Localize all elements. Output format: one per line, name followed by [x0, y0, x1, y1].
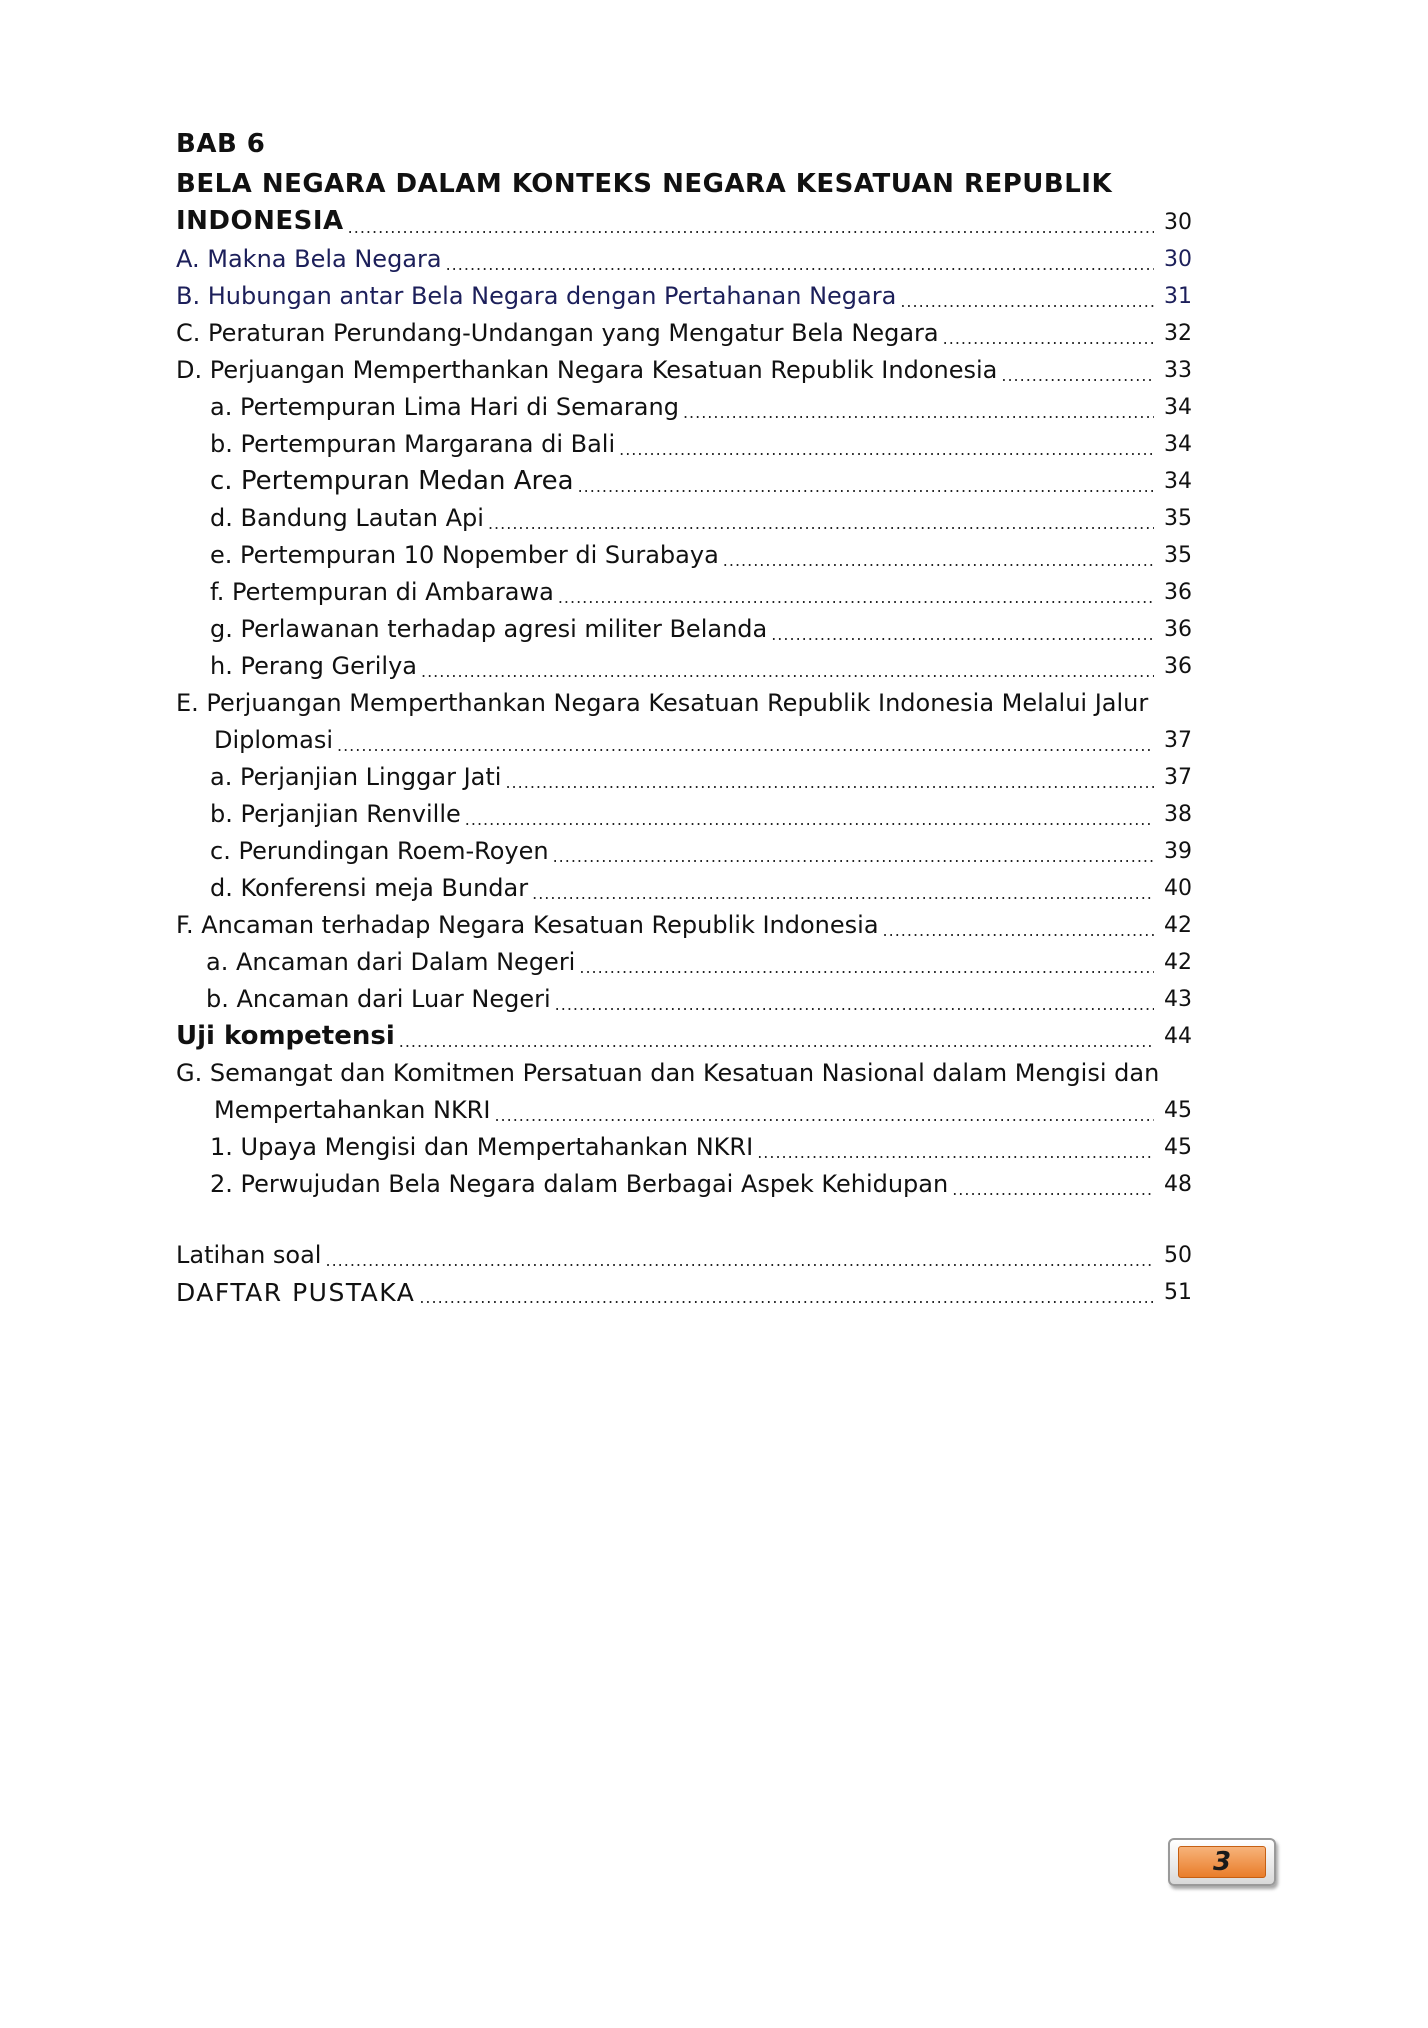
page-ref: 36	[1164, 654, 1192, 679]
leader-dots	[494, 1103, 1154, 1129]
chapter-title-line2: INDONESIA	[176, 206, 344, 236]
toc-entry-d-g[interactable]	[176, 611, 1192, 648]
page-ref: 43	[1164, 987, 1192, 1012]
page-ref: 30	[1164, 210, 1192, 235]
leader-dots	[952, 1177, 1154, 1203]
page-ref: 42	[1164, 913, 1192, 938]
toc-label: g. Perlawanan terhadap agresi militer Belanda	[210, 615, 768, 643]
page-ref: 40	[1164, 876, 1192, 901]
toc-entry-g-1[interactable]	[176, 1129, 1192, 1166]
leader-dots	[723, 548, 1154, 574]
toc-entry-e-d[interactable]	[176, 870, 1192, 907]
leader-dots	[421, 659, 1154, 685]
toc-entry-d-d[interactable]	[176, 500, 1192, 537]
page-ref: 45	[1164, 1135, 1192, 1160]
page-ref: 32	[1164, 321, 1192, 346]
leader-dots	[488, 511, 1154, 537]
toc-label: Mempertahankan NKRI	[214, 1096, 491, 1124]
page-ref: 35	[1164, 543, 1192, 568]
toc-label: B. Hubungan antar Bela Negara dengan Pertahanan Negara	[176, 282, 897, 310]
page-ref: 34	[1164, 432, 1192, 457]
toc-entry-f-a[interactable]	[176, 944, 1192, 981]
toc-label: b. Ancaman dari Luar Negeri	[206, 985, 551, 1013]
page-ref: 37	[1164, 728, 1192, 753]
page-ref: 37	[1164, 765, 1192, 790]
toc-label: G. Semangat dan Komitmen Persatuan dan Kesatuan Nasional dalam Mengisi dan	[176, 1059, 1160, 1087]
leader-dots	[771, 622, 1154, 648]
leader-dots	[883, 918, 1154, 944]
page-ref: 50	[1164, 1243, 1192, 1268]
toc-label: C. Peraturan Perundang-Undangan yang Mengatur Bela Negara	[176, 319, 939, 347]
table-of-contents	[176, 124, 1192, 1311]
toc-entry-d-c[interactable]	[176, 463, 1192, 500]
toc-label: b. Perjanjian Renville	[210, 800, 461, 828]
chapter-title-line1: BELA NEGARA DALAM KONTEKS NEGARA KESATUAN REPUBLIK	[176, 169, 1113, 199]
toc-label: 1. Upaya Mengisi dan Mempertahankan NKRI	[210, 1133, 754, 1161]
toc-entry-uji-kompetensi[interactable]	[176, 1018, 1192, 1055]
toc-entry-a[interactable]	[176, 241, 1192, 278]
page-ref: 44	[1164, 1024, 1192, 1049]
leader-dots	[337, 733, 1154, 759]
page-ref: 39	[1164, 839, 1192, 864]
spacer	[176, 1203, 1192, 1237]
leader-dots	[558, 585, 1154, 611]
page-ref: 51	[1164, 1280, 1192, 1305]
toc-label: DAFTAR PUSTAKA	[176, 1278, 416, 1307]
leader-dots	[757, 1140, 1154, 1166]
leader-dots	[553, 844, 1154, 870]
toc-label: h. Perang Gerilya	[210, 652, 417, 680]
toc-label: E. Perjuangan Memperthankan Negara Kesatuan Republik Indonesia Melalui Jalur	[176, 689, 1149, 717]
toc-label: 2. Perwujudan Bela Negara dalam Berbagai Aspek Kehidupan	[210, 1170, 949, 1198]
page-number: 3	[1178, 1846, 1266, 1878]
leader-dots	[578, 474, 1154, 500]
page-ref: 34	[1164, 469, 1192, 494]
toc-entry-g-2[interactable]	[176, 1166, 1192, 1203]
toc-label: Diplomasi	[214, 726, 333, 754]
leader-dots	[505, 770, 1154, 796]
toc-entry-d[interactable]	[176, 352, 1192, 389]
leader-dots	[419, 1285, 1154, 1311]
toc-entry-daftar-pustaka[interactable]	[176, 1274, 1192, 1311]
toc-label: e. Pertempuran 10 Nopember di Surabaya	[210, 541, 719, 569]
toc-entry-d-f[interactable]	[176, 574, 1192, 611]
toc-entry-e-b[interactable]	[176, 796, 1192, 833]
toc-label: D. Perjuangan Memperthankan Negara Kesatuan Republik Indonesia	[176, 356, 998, 384]
toc-entry-f[interactable]	[176, 907, 1192, 944]
toc-label: d. Konferensi meja Bundar	[210, 874, 529, 902]
leader-dots	[325, 1248, 1154, 1274]
page-ref: 35	[1164, 506, 1192, 531]
toc-label: a. Pertempuran Lima Hari di Semarang	[210, 393, 679, 421]
leader-dots	[900, 289, 1154, 315]
leader-dots	[446, 252, 1154, 278]
toc-label: Uji kompetensi	[176, 1021, 395, 1051]
toc-label: a. Ancaman dari Dalam Negeri	[206, 948, 576, 976]
page-ref: 30	[1164, 247, 1192, 272]
toc-entry-e-c[interactable]	[176, 833, 1192, 870]
toc-entry-e-a[interactable]	[176, 759, 1192, 796]
page-ref: 42	[1164, 950, 1192, 975]
toc-label: d. Bandung Lautan Api	[210, 504, 484, 532]
leader-dots	[465, 807, 1154, 833]
toc-entry-d-a[interactable]	[176, 389, 1192, 426]
toc-entry-b[interactable]	[176, 278, 1192, 315]
leader-dots	[399, 1029, 1154, 1055]
toc-entry-e[interactable]	[176, 685, 1192, 722]
toc-label: F. Ancaman terhadap Negara Kesatuan Republik Indonesia	[176, 911, 879, 939]
chapter-label: BAB 6	[176, 129, 266, 159]
page-ref: 34	[1164, 395, 1192, 420]
toc-label: f. Pertempuran di Ambarawa	[210, 578, 554, 606]
toc-entry-d-h[interactable]	[176, 648, 1192, 685]
toc-entry-g-cont[interactable]	[176, 1092, 1192, 1129]
toc-label: Latihan soal	[176, 1241, 322, 1269]
page-ref: 36	[1164, 580, 1192, 605]
leader-dots	[943, 326, 1154, 352]
leader-dots	[579, 955, 1154, 981]
page-ref: 33	[1164, 358, 1192, 383]
page-ref: 45	[1164, 1098, 1192, 1123]
toc-entry-latihan-soal[interactable]	[176, 1237, 1192, 1274]
leader-dots	[348, 215, 1154, 241]
toc-entry-f-b[interactable]	[176, 981, 1192, 1018]
toc-entry-d-e[interactable]	[176, 537, 1192, 574]
toc-entry-g[interactable]	[176, 1055, 1192, 1092]
page-number-badge	[1168, 1838, 1276, 1886]
page-ref: 38	[1164, 802, 1192, 827]
toc-label: c. Perundingan Roem-Royen	[210, 837, 549, 865]
toc-label: c. Pertempuran Medan Area	[210, 466, 574, 496]
leader-dots	[683, 400, 1154, 426]
leader-dots	[532, 881, 1154, 907]
toc-entry-e-cont[interactable]	[176, 722, 1192, 759]
page-ref: 31	[1164, 284, 1192, 309]
page-ref: 48	[1164, 1172, 1192, 1197]
leader-dots	[619, 437, 1154, 463]
toc-entry-d-b[interactable]	[176, 426, 1192, 463]
toc-entry-c[interactable]	[176, 315, 1192, 352]
leader-dots	[1001, 363, 1154, 389]
page-ref: 36	[1164, 617, 1192, 642]
leader-dots	[555, 992, 1154, 1018]
toc-label: b. Pertempuran Margarana di Bali	[210, 430, 616, 458]
toc-label: a. Perjanjian Linggar Jati	[210, 763, 502, 791]
toc-chapter-title[interactable]	[176, 204, 1192, 241]
toc-label: A. Makna Bela Negara	[176, 245, 442, 273]
